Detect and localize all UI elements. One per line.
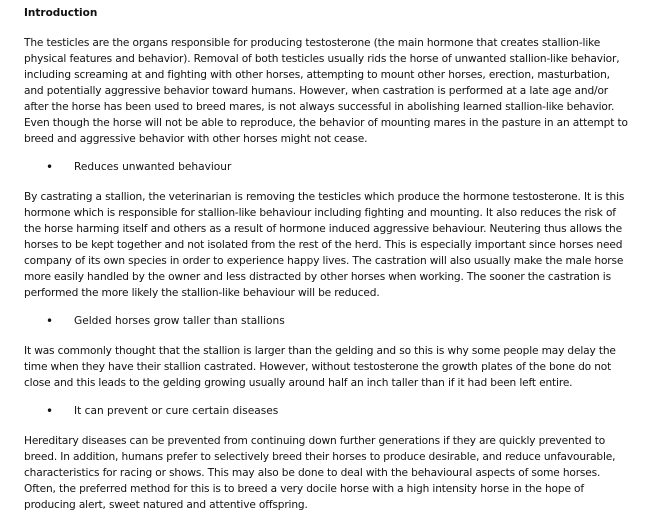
diseases-paragraph: Hereditary diseases can be prevented from continuing down further generations if they are quickly prevented to breed. In addition, humans prefer to selectively breed their horses to produce desirable, and reduce unfavourable, characteristics for racing or shows. This may also be done to deal with the behavioural aspects of some horses. Often, the preferred method for this is to breed a very docile horse with a high intensity horse in the hope of producing alert, sweet natured and attentive offspring. [24,435,616,511]
bullet-text: Reduces unwanted behaviour [74,161,232,173]
bullet-item-grow-taller [24,313,628,329]
growth-paragraph: It was commonly thought that the stallion is larger than the gelding and so this is why some people may delay the time when they have their stallion castrated. However, without testosterone the growth plates of the bone do not close and this leads to the gelding growing usually around half an inch taller than if it had been left entire. [24,345,616,389]
bullet-icon: • [46,160,54,174]
behaviour-paragraph: By castrating a stallion, the veterinarian is removing the testicles which produce the hormone testosterone. It is this hormone which is responsible for stallion-like behaviour including fighting and mounting. It also reduces the risk of the horse harming itself and others as a result of hormone induced aggressive behaviour. Neutering thus allows the horses to be kept together and not isolated from the rest of the herd. This is especially important since horses need company of its own species in order to experience happy lives. The castration will also usually make the male horse more easily handled by the owner and less distracted by other horses when working. The sooner the castration is performed the more likely the stallion-like behaviour will be reduced. [24,191,625,299]
intro-paragraph: The testicles are the organs responsible for producing testosterone (the main hormone that creates stallion-like physical features and behavior). Removal of both testicles usually rids the horse of unwanted stallion-like behavior, including screaming at and fighting with other horses, attempting to mount other horses, erection, masturbation, and potentially aggressive behavior toward humans. However, when castration is performed at a late age and/or after the horse has been used to breed mares, is not always successful in abolishing learned stallion-like behavior. Even though the horse will not be able to reproduce, the behavior of mounting mares in the pasture in an attempt to breed and aggressive behavior with other horses might not cease. [24,37,628,145]
bullet-item-reduces-behaviour [24,159,628,175]
bullet-text: Gelded horses grow taller than stallions [74,315,285,327]
section-heading: Introduction [24,7,98,19]
bullet-item-diseases [24,403,628,419]
bullet-icon: • [46,314,54,328]
bullet-icon: • [46,404,54,418]
bullet-text: It can prevent or cure certain diseases [74,405,279,417]
